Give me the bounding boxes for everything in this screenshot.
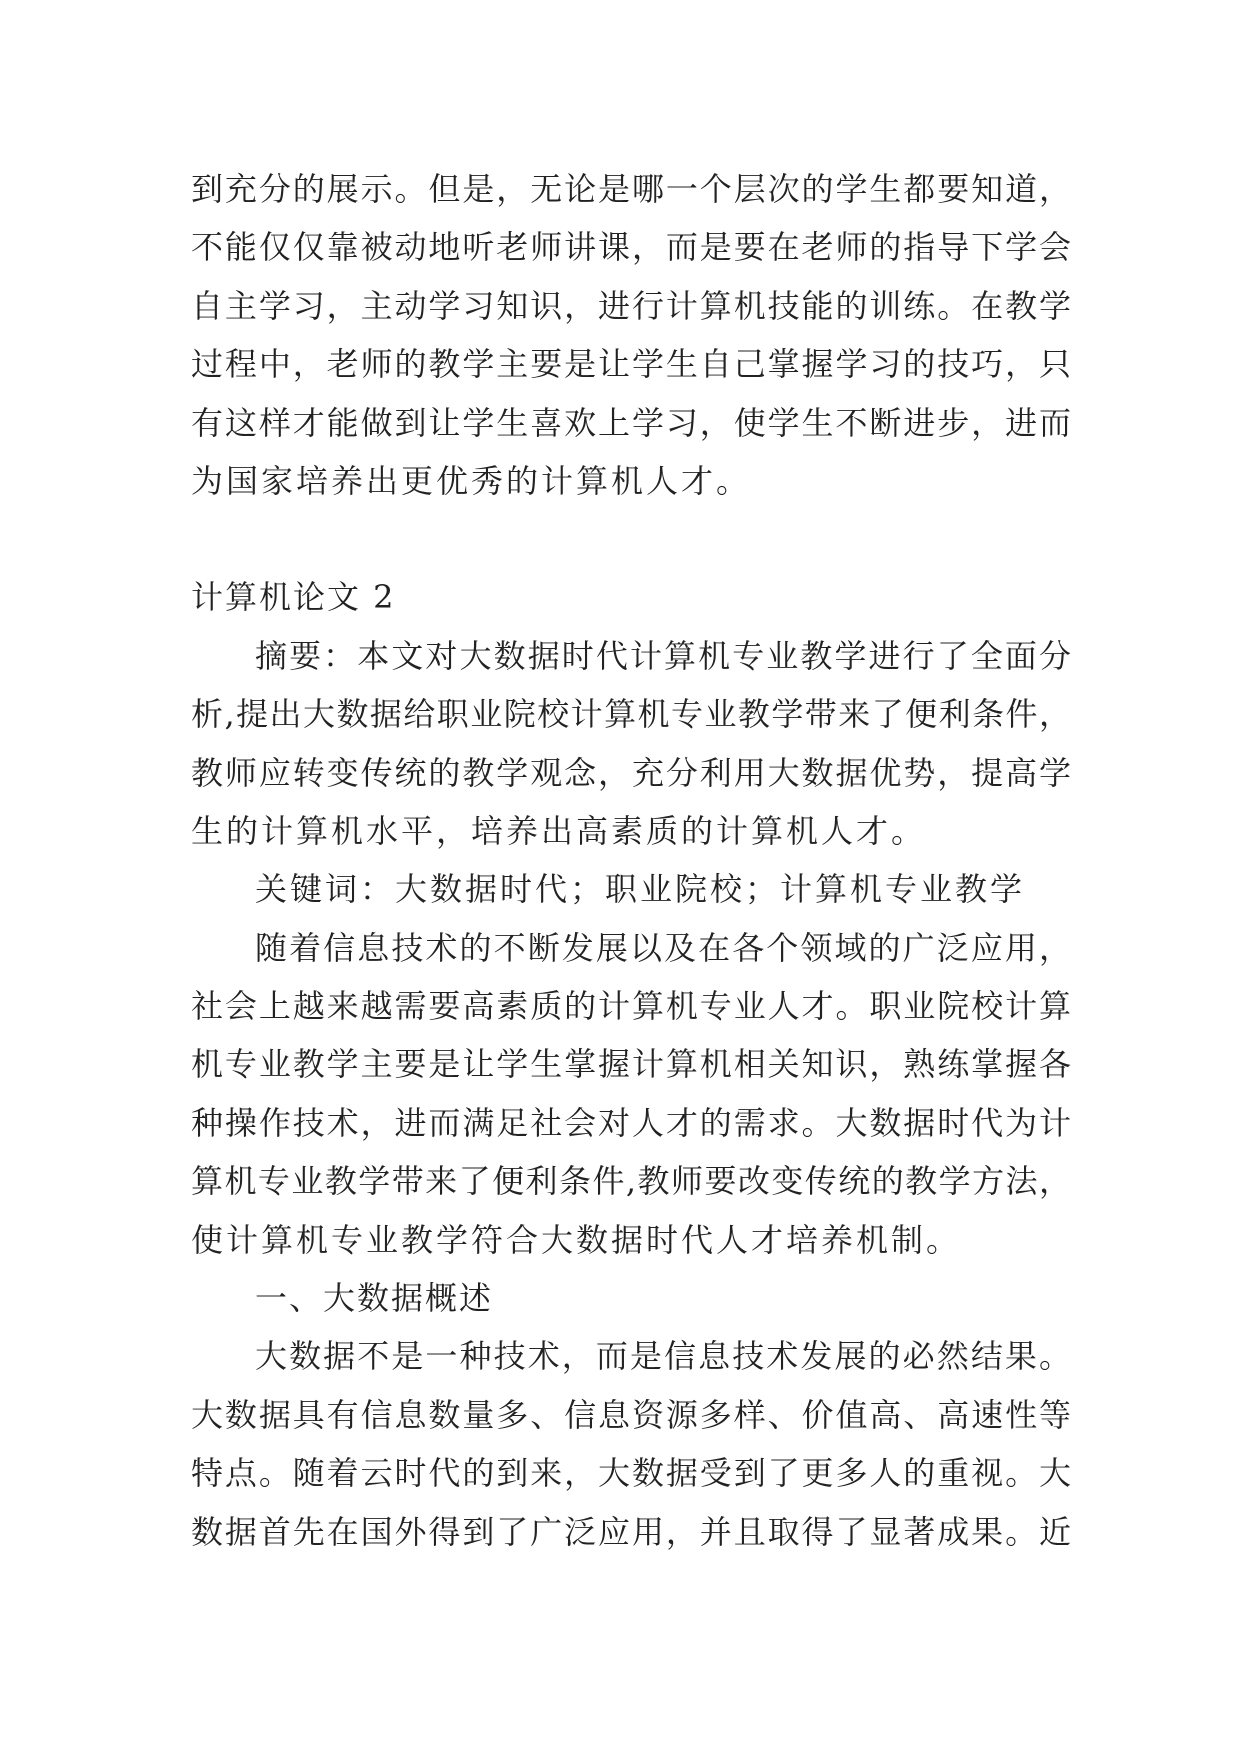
text-line: 种操作技术，进而满足社会对人才的需求。大数据时代为计: [191, 1103, 1071, 1142]
subheading: 一、大数据概述: [255, 1279, 494, 1318]
text-line: 自主学习，主动学习知识，进行计算机技能的训练。在教学: [191, 286, 1071, 325]
text-line: 析,提出大数据给职业院校计算机专业教学带来了便利条件，: [191, 695, 1071, 734]
text-line: 摘要：本文对大数据时代计算机专业教学进行了全面分: [255, 636, 1071, 675]
abstract-paragraph: [191, 627, 1071, 861]
paragraph-gap: [191, 510, 1071, 568]
text-line: 随着信息技术的不断发展以及在各个领域的广泛应用，: [255, 928, 1071, 967]
text-line: 使计算机专业教学符合大数据时代人才培养机制。: [191, 1220, 962, 1259]
text-line: 生的计算机水平，培养出高素质的计算机人才。: [191, 811, 927, 850]
intro-paragraph: [191, 919, 1071, 1269]
text-line: 算机专业教学带来了便利条件,教师要改变传统的教学方法，: [191, 1162, 1071, 1201]
text-line: 机专业教学主要是让学生掌握计算机相关知识，熟练掌握各: [191, 1045, 1071, 1084]
text-line: 大数据不是一种技术，而是信息技术发展的必然结果。: [255, 1337, 1071, 1376]
document-page: [191, 160, 1071, 1561]
text-line: 社会上越来越需要高素质的计算机专业人才。职业院校计算: [191, 987, 1071, 1026]
text-line: 有这样才能做到让学生喜欢上学习，使学生不断进步，进而: [191, 403, 1071, 442]
text-line: 特点。随着云时代的到来，大数据受到了更多人的重视。大: [191, 1454, 1071, 1493]
overview-paragraph: [191, 1327, 1071, 1561]
text-line: 为国家培养出更优秀的计算机人才。: [191, 461, 752, 500]
keywords-line: 关键词：大数据时代；职业院校；计算机专业教学: [255, 870, 1026, 909]
text-line: 不能仅仅靠被动地听老师讲课，而是要在老师的指导下学会: [191, 228, 1071, 267]
section-title: 计算机论文 2: [191, 578, 396, 617]
text-line: 到充分的展示。但是，无论是哪一个层次的学生都要知道，: [191, 170, 1071, 208]
text-line: 过程中，老师的教学主要是让学生自己掌握学习的技巧，只: [191, 345, 1071, 384]
text-line: 数据首先在国外得到了广泛应用，并且取得了显著成果。近: [191, 1512, 1071, 1551]
text-line: 教师应转变传统的教学观念，充分利用大数据优势，提高学: [191, 753, 1071, 792]
text-line: 大数据具有信息数量多、信息资源多样、价值高、高速性等: [191, 1395, 1071, 1434]
paragraph-continuation: [191, 160, 1071, 510]
